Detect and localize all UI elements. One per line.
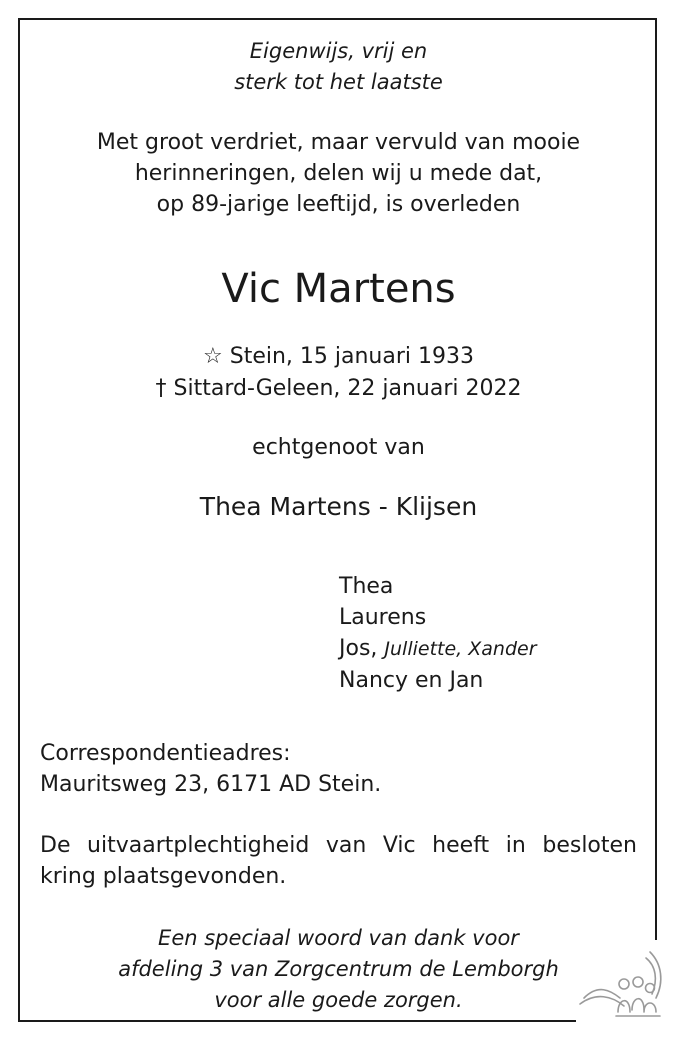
- child-name: Nancy en Jan: [339, 668, 484, 693]
- thanks-line: voor alle goede zorgen.: [214, 988, 463, 1012]
- child-name: Thea: [339, 574, 394, 599]
- address-label: Correspondentieadres:: [40, 741, 291, 766]
- death-date: Sittard-Geleen, 22 januari 2022: [173, 376, 522, 401]
- birth-date: Stein, 15 januari 1933: [229, 344, 474, 369]
- intro-line: op 89-jarige leeftijd, is overleden: [156, 192, 521, 217]
- intro-line: Met groot verdriet, maar vervuld van mooie: [96, 130, 581, 155]
- list-item: [339, 602, 537, 633]
- spouse-name: Thea Martens - Klijsen: [199, 492, 478, 521]
- child-family: Julliette, Xander: [384, 638, 537, 660]
- children-list: [339, 571, 537, 696]
- address-value: Mauritsweg 23, 6171 AD Stein.: [40, 772, 382, 797]
- list-item: [339, 571, 537, 602]
- life-dates: [20, 341, 657, 405]
- spouse-label: echtgenoot van: [252, 435, 425, 460]
- figures-logo-icon: [576, 940, 668, 1030]
- intro-line: herinneringen, delen wij u mede dat,: [134, 161, 543, 186]
- birth-line: [20, 341, 657, 373]
- list-item: [339, 665, 537, 696]
- thanks-line: Een speciaal woord van dank voor: [158, 926, 519, 950]
- star-icon: ☆: [203, 344, 223, 369]
- cross-icon: †: [155, 376, 167, 401]
- child-name: Laurens: [339, 605, 427, 630]
- child-name: Jos,: [339, 636, 378, 661]
- intro-text: [20, 127, 657, 220]
- motto-line: Eigenwijs, vrij en: [249, 39, 428, 63]
- list-item: [339, 633, 537, 665]
- correspondence-address: [40, 738, 381, 800]
- motto-line: sterk tot het laatste: [234, 70, 443, 94]
- thanks-text: [20, 923, 657, 1016]
- thanks-line: afdeling 3 van Zorgcentrum de Lemborgh: [118, 957, 559, 981]
- deceased-name: Vic Martens: [221, 266, 456, 312]
- motto: [20, 36, 657, 98]
- death-line: [20, 373, 657, 405]
- funeral-notice: De uitvaartplechtigheid van Vic heeft in besloten kring plaatsgevonden.: [40, 833, 637, 889]
